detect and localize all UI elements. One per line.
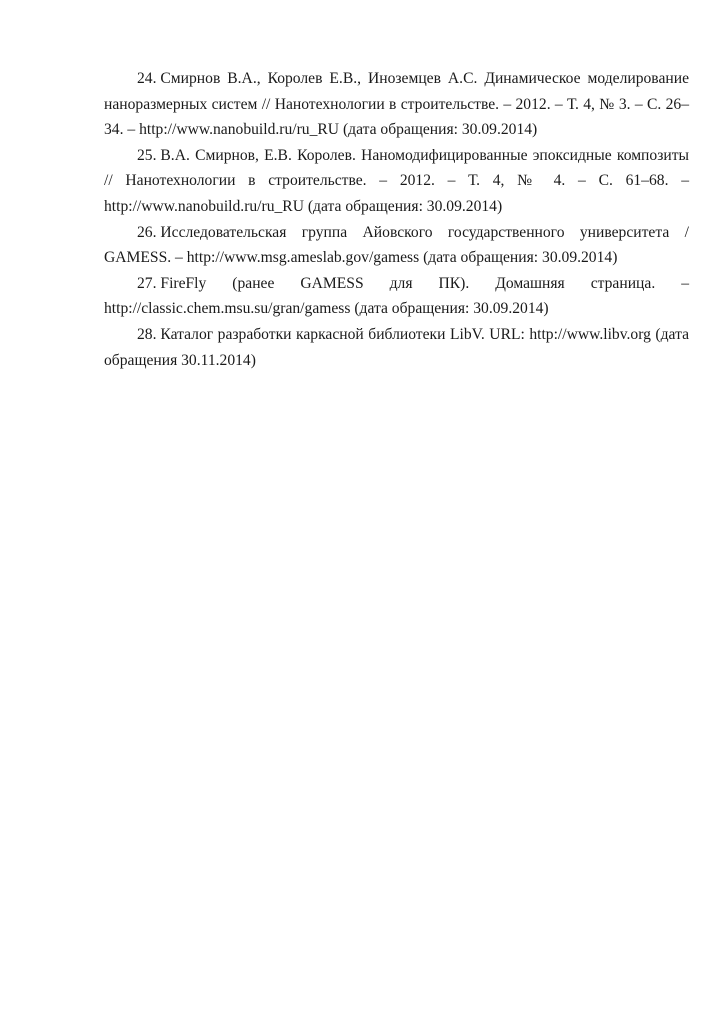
reference-number: 28. — [137, 325, 157, 343]
reference-number: 25. — [137, 146, 157, 164]
reference-item-27 — [104, 271, 689, 322]
reference-item-24 — [104, 66, 689, 143]
reference-text: Исследовательская группа Айовского государственного университета / GAMESS. – http://www.msg.ameslab.gov/gamess (дата обращения: 30.09.2014) — [104, 223, 689, 267]
reference-list — [104, 66, 689, 373]
reference-number: 26. — [137, 223, 157, 241]
reference-text: Смирнов В.А., Королев Е.В., Иноземцев А.С. Динамическое моделирование наноразмерных систем // Нанотехнологии в строительстве. – 2012. – Т. 4, № 3. – С. 26–34. – http://www.nanobuild.ru/ru_RU (дата обращения: 30.09.2014) — [104, 70, 689, 139]
reference-item-28 — [104, 322, 689, 373]
reference-text: В.А. Смирнов, Е.В. Королев. Наномодифицированные эпоксидные композиты // Нанотехнологии в строительстве. – 2012. – Т. 4, № 4. – С. 61–68. – http://www.nanobuild.ru/ru_RU (дата обращения: 30.09.2014) — [104, 146, 689, 215]
reference-item-26 — [104, 220, 689, 271]
reference-item-25 — [104, 143, 689, 220]
reference-text: FireFly (ранее GAMESS для ПК). Домашняя страница. – http://classic.chem.msu.su/gran/gamess (дата обращения: 30.09.2014) — [104, 274, 689, 318]
reference-number: 24. — [137, 70, 157, 87]
reference-number: 27. — [137, 274, 157, 292]
reference-text: Каталог разработки каркасной библиотеки LibV. URL: http://www.libv.org (дата обращения 30.11.2014) — [104, 325, 689, 369]
